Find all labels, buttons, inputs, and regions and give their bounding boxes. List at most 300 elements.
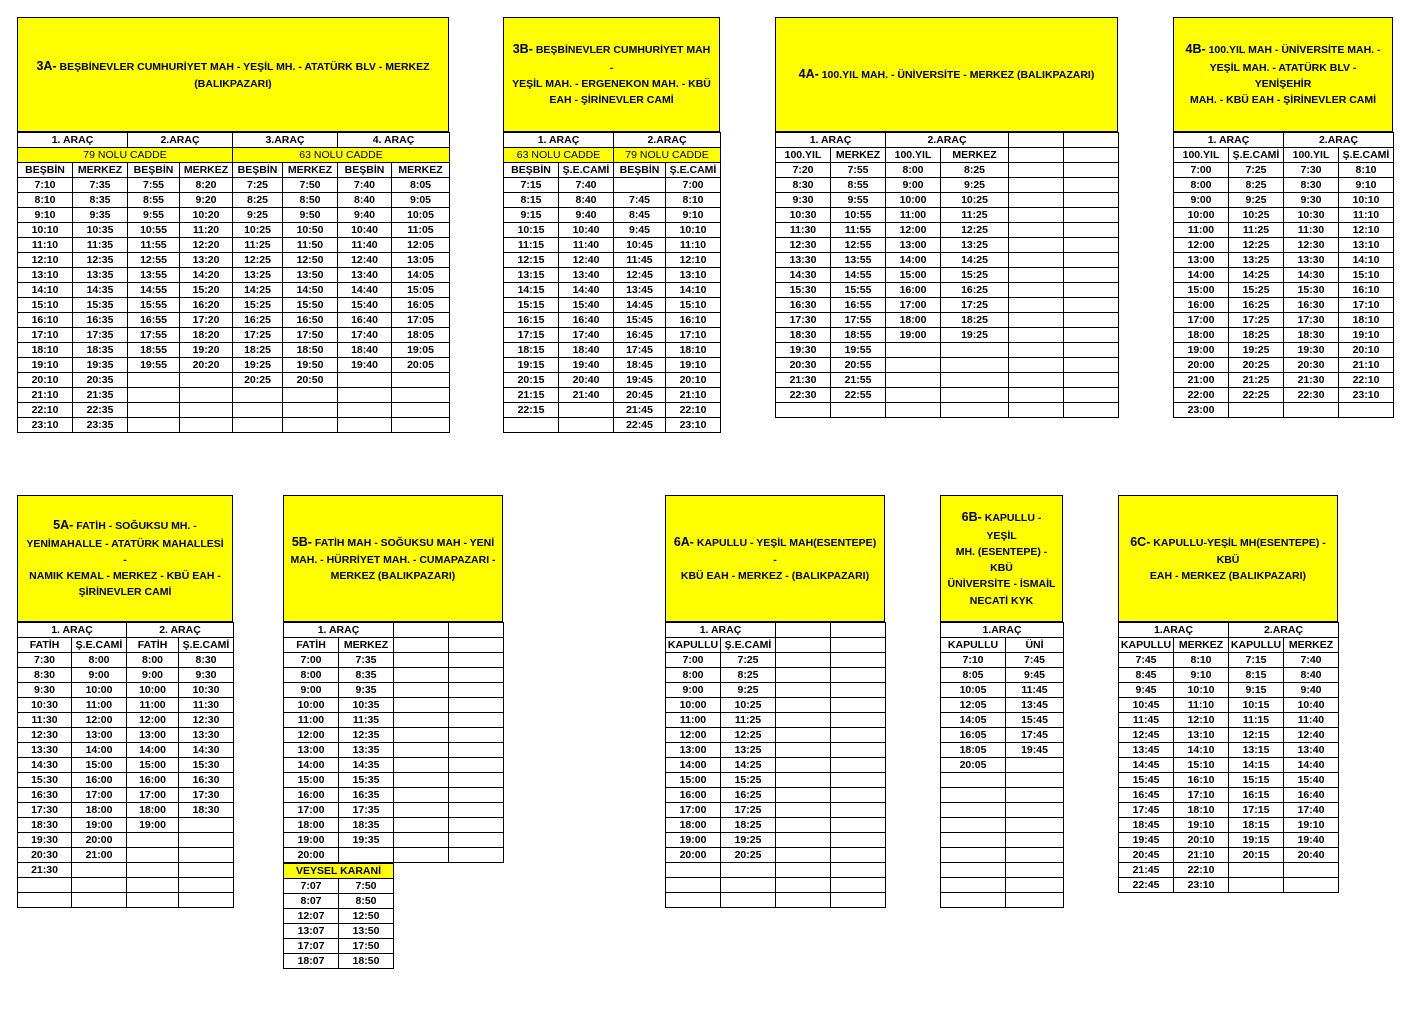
time-cell: 7:50 bbox=[283, 178, 338, 193]
column-header: MERKEZ bbox=[339, 638, 394, 653]
column-header: MERKEZ bbox=[392, 163, 450, 178]
column-header: KAPULLU bbox=[1119, 638, 1174, 653]
time-cell: 7:15 bbox=[504, 178, 559, 193]
time-cell: 11:20 bbox=[180, 223, 233, 238]
time-cell: 9:40 bbox=[1284, 683, 1339, 698]
time-cell bbox=[941, 388, 1009, 403]
time-cell: 8:45 bbox=[614, 208, 666, 223]
vehicle-label: 1. ARAÇ bbox=[776, 133, 886, 148]
time-cell: 12:30 bbox=[179, 713, 234, 728]
time-cell: 12:10 bbox=[18, 253, 73, 268]
table-row bbox=[941, 653, 1064, 668]
time-cell: 10:35 bbox=[339, 698, 394, 713]
time-cell: 9:30 bbox=[179, 668, 234, 683]
time-cell: 13:00 bbox=[666, 743, 721, 758]
vehicle-header-row bbox=[504, 133, 721, 148]
time-cell: 9:40 bbox=[338, 208, 392, 223]
time-cell: 9:55 bbox=[128, 208, 180, 223]
time-cell: 11:30 bbox=[179, 698, 234, 713]
route-title: 100.YIL MAH. - ÜNİVERSİTE - MERKEZ (BALIKPAZARI) bbox=[821, 68, 1095, 81]
table-row bbox=[284, 713, 504, 728]
table-row bbox=[666, 653, 886, 668]
empty-cell bbox=[1064, 223, 1119, 238]
time-cell bbox=[941, 803, 1006, 818]
time-cell: 17:25 bbox=[233, 328, 283, 343]
table-row bbox=[1119, 683, 1339, 698]
route-title: FATİH MAH - SOĞUKSU MAH - YENİ bbox=[314, 536, 495, 549]
time-cell: 19:00 bbox=[284, 833, 339, 848]
time-cell: 20:00 bbox=[1174, 358, 1229, 373]
time-cell: 13:07 bbox=[284, 924, 339, 939]
time-cell: 21:00 bbox=[72, 848, 127, 863]
time-cell bbox=[392, 403, 450, 418]
time-cell: 22:10 bbox=[666, 403, 721, 418]
vehicle-header-row bbox=[18, 133, 450, 148]
empty-cell bbox=[449, 683, 504, 698]
table-row bbox=[1174, 373, 1394, 388]
route-6b-header bbox=[940, 495, 1063, 622]
time-cell: 18:55 bbox=[831, 328, 886, 343]
vehicle-header-row bbox=[1119, 623, 1339, 638]
table-row bbox=[666, 773, 886, 788]
table-row bbox=[1119, 653, 1339, 668]
time-cell: 17:35 bbox=[73, 328, 128, 343]
time-cell: 17:25 bbox=[941, 298, 1009, 313]
time-cell: 9:10 bbox=[1174, 668, 1229, 683]
table-row bbox=[504, 313, 721, 328]
table-row bbox=[776, 238, 1119, 253]
empty-cell bbox=[776, 713, 831, 728]
time-cell: 10:50 bbox=[283, 223, 338, 238]
column-header: Ş.E.CAMİ bbox=[179, 638, 234, 653]
vehicle-label: 2.ARAÇ bbox=[614, 133, 721, 148]
time-cell: 10:10 bbox=[18, 223, 73, 238]
table-row bbox=[941, 743, 1064, 758]
time-cell: 19:30 bbox=[1284, 343, 1339, 358]
time-cell: 21:25 bbox=[1229, 373, 1284, 388]
route-title: KAPULLU-YEŞİL MH(ESENTEPE) - KBÜ bbox=[1153, 536, 1326, 566]
time-cell: 16:45 bbox=[1119, 788, 1174, 803]
time-cell: 7:40 bbox=[338, 178, 392, 193]
time-cell: 11:35 bbox=[73, 238, 128, 253]
table-row bbox=[666, 698, 886, 713]
route-title: 100.YIL MAH - ÜNİVERSİTE MAH. - bbox=[1208, 44, 1381, 57]
route-3b-timetable bbox=[503, 132, 721, 433]
time-cell: 8:05 bbox=[392, 178, 450, 193]
table-row bbox=[666, 713, 886, 728]
time-cell: 9:05 bbox=[392, 193, 450, 208]
time-cell bbox=[180, 373, 233, 388]
time-cell: 10:25 bbox=[721, 698, 776, 713]
time-cell bbox=[283, 388, 338, 403]
empty-cell bbox=[776, 623, 831, 638]
time-cell: 17:15 bbox=[1229, 803, 1284, 818]
time-cell: 8:30 bbox=[776, 178, 831, 193]
time-cell: 11:00 bbox=[886, 208, 941, 223]
time-cell bbox=[1284, 863, 1339, 878]
time-cell: 20:30 bbox=[776, 358, 831, 373]
table-row bbox=[776, 193, 1119, 208]
time-cell: 22:30 bbox=[776, 388, 831, 403]
time-cell: 9:30 bbox=[776, 193, 831, 208]
column-header: MERKEZ bbox=[283, 163, 338, 178]
time-cell: 11:45 bbox=[1119, 713, 1174, 728]
time-cell: 15:30 bbox=[776, 283, 831, 298]
time-cell: 18:00 bbox=[1174, 328, 1229, 343]
time-cell: 14:40 bbox=[559, 283, 614, 298]
time-cell bbox=[128, 418, 180, 433]
time-cell: 17:07 bbox=[284, 939, 339, 954]
time-cell: 19:25 bbox=[233, 358, 283, 373]
time-cell: 8:15 bbox=[1229, 668, 1284, 683]
time-cell: 15:30 bbox=[18, 773, 72, 788]
empty-cell bbox=[1064, 238, 1119, 253]
time-cell: 7:00 bbox=[1174, 163, 1229, 178]
time-cell: 12:07 bbox=[284, 909, 339, 924]
time-cell: 15:05 bbox=[392, 283, 450, 298]
table-row bbox=[504, 358, 721, 373]
time-cell: 12:00 bbox=[127, 713, 179, 728]
time-cell: 7:45 bbox=[614, 193, 666, 208]
time-cell: 11:25 bbox=[1229, 223, 1284, 238]
empty-cell bbox=[1064, 208, 1119, 223]
empty-cell bbox=[394, 818, 449, 833]
time-cell: 12:25 bbox=[721, 728, 776, 743]
empty-cell bbox=[1064, 373, 1119, 388]
time-cell: 19:55 bbox=[128, 358, 180, 373]
time-cell bbox=[1006, 803, 1064, 818]
time-cell bbox=[127, 833, 179, 848]
time-cell: 16:25 bbox=[941, 283, 1009, 298]
vehicle-label: 2.ARAÇ bbox=[1284, 133, 1394, 148]
time-cell: 13:40 bbox=[559, 268, 614, 283]
table-row bbox=[1174, 298, 1394, 313]
time-cell: 7:35 bbox=[339, 653, 394, 668]
time-cell: 17:30 bbox=[1284, 313, 1339, 328]
time-cell: 12:15 bbox=[504, 253, 559, 268]
time-cell: 9:00 bbox=[1174, 193, 1229, 208]
time-cell: 19:10 bbox=[1339, 328, 1394, 343]
time-cell: 16:45 bbox=[614, 328, 666, 343]
empty-cell bbox=[394, 758, 449, 773]
time-cell: 13:00 bbox=[127, 728, 179, 743]
time-cell: 17:10 bbox=[1174, 788, 1229, 803]
time-cell: 15:00 bbox=[666, 773, 721, 788]
vehicle-label: 1. ARAÇ bbox=[666, 623, 776, 638]
table-row bbox=[18, 863, 234, 878]
table-row bbox=[1174, 253, 1394, 268]
empty-cell bbox=[394, 833, 449, 848]
table-row bbox=[941, 848, 1064, 863]
table-row bbox=[1119, 728, 1339, 743]
table-row bbox=[941, 788, 1064, 803]
empty-cell bbox=[449, 623, 504, 638]
time-cell: 9:55 bbox=[831, 193, 886, 208]
table-row bbox=[1174, 178, 1394, 193]
time-cell: 13:35 bbox=[339, 743, 394, 758]
time-cell: 13:30 bbox=[776, 253, 831, 268]
time-cell: 12:55 bbox=[128, 253, 180, 268]
time-cell: 16:15 bbox=[1229, 788, 1284, 803]
table-row bbox=[1174, 208, 1394, 223]
time-cell: 20:30 bbox=[1284, 358, 1339, 373]
column-header-row bbox=[18, 638, 234, 653]
table-row bbox=[18, 358, 450, 373]
time-cell: 20:00 bbox=[72, 833, 127, 848]
empty-cell bbox=[776, 863, 831, 878]
time-cell bbox=[941, 848, 1006, 863]
time-cell: 19:10 bbox=[666, 358, 721, 373]
time-cell: 7:07 bbox=[284, 879, 339, 894]
table-row bbox=[504, 178, 721, 193]
time-cell: 19:15 bbox=[1229, 833, 1284, 848]
time-cell: 12:40 bbox=[1284, 728, 1339, 743]
table-row bbox=[18, 893, 234, 908]
table-row bbox=[18, 683, 234, 698]
route-6b-card bbox=[940, 495, 1063, 908]
table-row bbox=[666, 683, 886, 698]
time-cell: 17:30 bbox=[179, 788, 234, 803]
time-cell: 21:10 bbox=[666, 388, 721, 403]
time-cell: 10:10 bbox=[666, 223, 721, 238]
table-row bbox=[18, 698, 234, 713]
time-cell: 15:10 bbox=[18, 298, 73, 313]
table-row bbox=[1174, 403, 1394, 418]
route-code: 6B- bbox=[961, 510, 982, 525]
time-cell: 19:15 bbox=[504, 358, 559, 373]
time-cell: 10:05 bbox=[941, 683, 1006, 698]
column-header: Ş.E.CAMİ bbox=[72, 638, 127, 653]
table-row bbox=[18, 268, 450, 283]
time-cell: 14:15 bbox=[504, 283, 559, 298]
empty-cell bbox=[776, 833, 831, 848]
time-cell: 8:45 bbox=[1119, 668, 1174, 683]
time-cell: 17:55 bbox=[128, 328, 180, 343]
vehicle-label: 3.ARAÇ bbox=[233, 133, 338, 148]
time-cell: 7:50 bbox=[339, 879, 394, 894]
time-cell: 10:25 bbox=[1229, 208, 1284, 223]
time-cell: 10:15 bbox=[1229, 698, 1284, 713]
time-cell: 14:25 bbox=[941, 253, 1009, 268]
time-cell: 9:30 bbox=[18, 683, 72, 698]
route-6c-card bbox=[1118, 495, 1338, 893]
time-cell: 15:55 bbox=[128, 298, 180, 313]
time-cell: 20:10 bbox=[18, 373, 73, 388]
time-cell: 7:40 bbox=[1284, 653, 1339, 668]
time-cell: 8:35 bbox=[73, 193, 128, 208]
column-header: Ş.E.CAMİ bbox=[1339, 148, 1394, 163]
time-cell: 22:55 bbox=[831, 388, 886, 403]
time-cell: 9:25 bbox=[721, 683, 776, 698]
time-cell: 8:00 bbox=[886, 163, 941, 178]
time-cell: 19:25 bbox=[1229, 343, 1284, 358]
time-cell: 9:20 bbox=[180, 193, 233, 208]
table-row bbox=[776, 403, 1119, 418]
time-cell: 19:05 bbox=[392, 343, 450, 358]
time-cell: 13:00 bbox=[284, 743, 339, 758]
time-cell: 7:10 bbox=[941, 653, 1006, 668]
time-cell: 12:30 bbox=[1284, 238, 1339, 253]
time-cell: 7:40 bbox=[559, 178, 614, 193]
time-cell bbox=[180, 403, 233, 418]
time-cell: 18:45 bbox=[1119, 818, 1174, 833]
time-cell: 7:15 bbox=[1229, 653, 1284, 668]
time-cell: 23:00 bbox=[1174, 403, 1229, 418]
table-row bbox=[776, 328, 1119, 343]
time-cell: 19:20 bbox=[180, 343, 233, 358]
route-6c-header bbox=[1118, 495, 1338, 622]
time-cell: 17:00 bbox=[1174, 313, 1229, 328]
time-cell: 8:10 bbox=[1339, 163, 1394, 178]
column-header-row bbox=[284, 638, 504, 653]
time-cell: 17:35 bbox=[339, 803, 394, 818]
time-cell bbox=[283, 403, 338, 418]
route-code: 6A- bbox=[673, 534, 694, 549]
veysel-karani-header-row bbox=[284, 864, 394, 879]
time-cell: 19:30 bbox=[776, 343, 831, 358]
table-row bbox=[284, 788, 504, 803]
time-cell: 11:30 bbox=[18, 713, 72, 728]
table-row bbox=[504, 418, 721, 433]
time-cell bbox=[886, 358, 941, 373]
time-cell: 9:15 bbox=[504, 208, 559, 223]
time-cell bbox=[1229, 863, 1284, 878]
time-cell: 13:00 bbox=[72, 728, 127, 743]
table-row bbox=[1119, 878, 1339, 893]
table-row bbox=[284, 954, 394, 969]
route-5a-timetable bbox=[17, 622, 234, 908]
time-cell: 16:10 bbox=[666, 313, 721, 328]
empty-cell bbox=[449, 803, 504, 818]
table-row bbox=[941, 893, 1064, 908]
time-cell: 9:40 bbox=[559, 208, 614, 223]
time-cell: 15:15 bbox=[1229, 773, 1284, 788]
time-cell: 12:20 bbox=[180, 238, 233, 253]
column-header: FATİH bbox=[127, 638, 179, 653]
time-cell: 14:00 bbox=[666, 758, 721, 773]
time-cell: 19:35 bbox=[339, 833, 394, 848]
time-cell: 13:55 bbox=[831, 253, 886, 268]
time-cell: 9:25 bbox=[941, 178, 1009, 193]
vehicle-label: 1. ARAÇ bbox=[504, 133, 614, 148]
time-cell: 12:15 bbox=[1229, 728, 1284, 743]
time-cell bbox=[1006, 788, 1064, 803]
time-cell: 18:20 bbox=[180, 328, 233, 343]
time-cell: 18:50 bbox=[339, 954, 394, 969]
time-cell: 18:40 bbox=[338, 343, 392, 358]
empty-cell bbox=[831, 848, 886, 863]
time-cell: 8:00 bbox=[72, 653, 127, 668]
time-cell: 14:00 bbox=[284, 758, 339, 773]
time-cell: 16:15 bbox=[504, 313, 559, 328]
column-header: BEŞBİN bbox=[233, 163, 283, 178]
time-cell: 11:35 bbox=[339, 713, 394, 728]
street-label: 79 NOLU CADDE bbox=[18, 148, 233, 163]
route-code: 5B- bbox=[291, 534, 312, 549]
route-title: KAPULLU -YEŞİL bbox=[984, 512, 1042, 542]
column-header: Ş.E.CAMİ bbox=[721, 638, 776, 653]
empty-cell bbox=[886, 403, 941, 418]
time-cell: 14:10 bbox=[1174, 743, 1229, 758]
time-cell: 13:15 bbox=[504, 268, 559, 283]
column-header: KAPULLU bbox=[941, 638, 1006, 653]
time-cell bbox=[941, 373, 1009, 388]
time-cell: 12:00 bbox=[72, 713, 127, 728]
time-cell: 20:30 bbox=[18, 848, 72, 863]
time-cell bbox=[338, 418, 392, 433]
time-cell: 13:35 bbox=[73, 268, 128, 283]
time-cell: 21:45 bbox=[614, 403, 666, 418]
time-cell: 23:10 bbox=[18, 418, 73, 433]
time-cell: 15:25 bbox=[1229, 283, 1284, 298]
time-cell: 18:00 bbox=[284, 818, 339, 833]
table-row bbox=[18, 773, 234, 788]
column-header-row bbox=[941, 638, 1064, 653]
time-cell: 21:30 bbox=[776, 373, 831, 388]
time-cell: 9:00 bbox=[284, 683, 339, 698]
route-title: FATİH - SOĞUKSU MH. - bbox=[76, 520, 197, 533]
time-cell: 7:55 bbox=[831, 163, 886, 178]
time-cell: 21:00 bbox=[1174, 373, 1229, 388]
table-row bbox=[504, 268, 721, 283]
empty-cell bbox=[1064, 358, 1119, 373]
column-header-row bbox=[776, 148, 1119, 163]
time-cell: 14:40 bbox=[338, 283, 392, 298]
table-row bbox=[1119, 833, 1339, 848]
table-row bbox=[776, 358, 1119, 373]
time-cell: 12:55 bbox=[831, 238, 886, 253]
time-cell: 23:10 bbox=[1174, 878, 1229, 893]
time-cell bbox=[1339, 403, 1394, 418]
time-cell: 11:00 bbox=[1174, 223, 1229, 238]
time-cell: 16:00 bbox=[666, 788, 721, 803]
time-cell: 8:25 bbox=[941, 163, 1009, 178]
time-cell bbox=[127, 863, 179, 878]
time-cell: 10:20 bbox=[180, 208, 233, 223]
time-cell: 14:25 bbox=[1229, 268, 1284, 283]
time-cell: 18:10 bbox=[666, 343, 721, 358]
column-header: BEŞBİN bbox=[18, 163, 73, 178]
empty-cell bbox=[394, 653, 449, 668]
empty-cell bbox=[1009, 238, 1064, 253]
time-cell bbox=[233, 388, 283, 403]
route-6b-timetable bbox=[940, 622, 1064, 908]
time-cell: 21:45 bbox=[1119, 863, 1174, 878]
time-cell: 20:25 bbox=[721, 848, 776, 863]
route-title: MH. (ESENTEPE) - KBÜ bbox=[955, 545, 1048, 575]
empty-cell bbox=[831, 728, 886, 743]
time-cell: 14:45 bbox=[614, 298, 666, 313]
route-4b-timetable bbox=[1173, 132, 1394, 418]
table-row bbox=[941, 758, 1064, 773]
time-cell: 20:15 bbox=[1229, 848, 1284, 863]
route-title: (BALIKPAZARI) bbox=[194, 78, 272, 91]
time-cell: 15:15 bbox=[504, 298, 559, 313]
time-cell bbox=[1229, 403, 1284, 418]
time-cell bbox=[721, 863, 776, 878]
route-code: 3A- bbox=[36, 58, 57, 73]
vehicle-label: 2.ARAÇ bbox=[128, 133, 233, 148]
route-title: BEŞBİNEVLER CUMHURİYET MAH - YEŞİL MH. - ATATÜRK BLV - MERKEZ bbox=[59, 60, 430, 73]
time-cell: 16:30 bbox=[179, 773, 234, 788]
empty-cell bbox=[1009, 343, 1064, 358]
time-cell bbox=[179, 878, 234, 893]
column-header: BEŞBİN bbox=[504, 163, 559, 178]
column-header: FATİH bbox=[18, 638, 72, 653]
time-cell: 13:10 bbox=[666, 268, 721, 283]
time-cell: 20:35 bbox=[73, 373, 128, 388]
vehicle-label: 1.ARAÇ bbox=[941, 623, 1064, 638]
